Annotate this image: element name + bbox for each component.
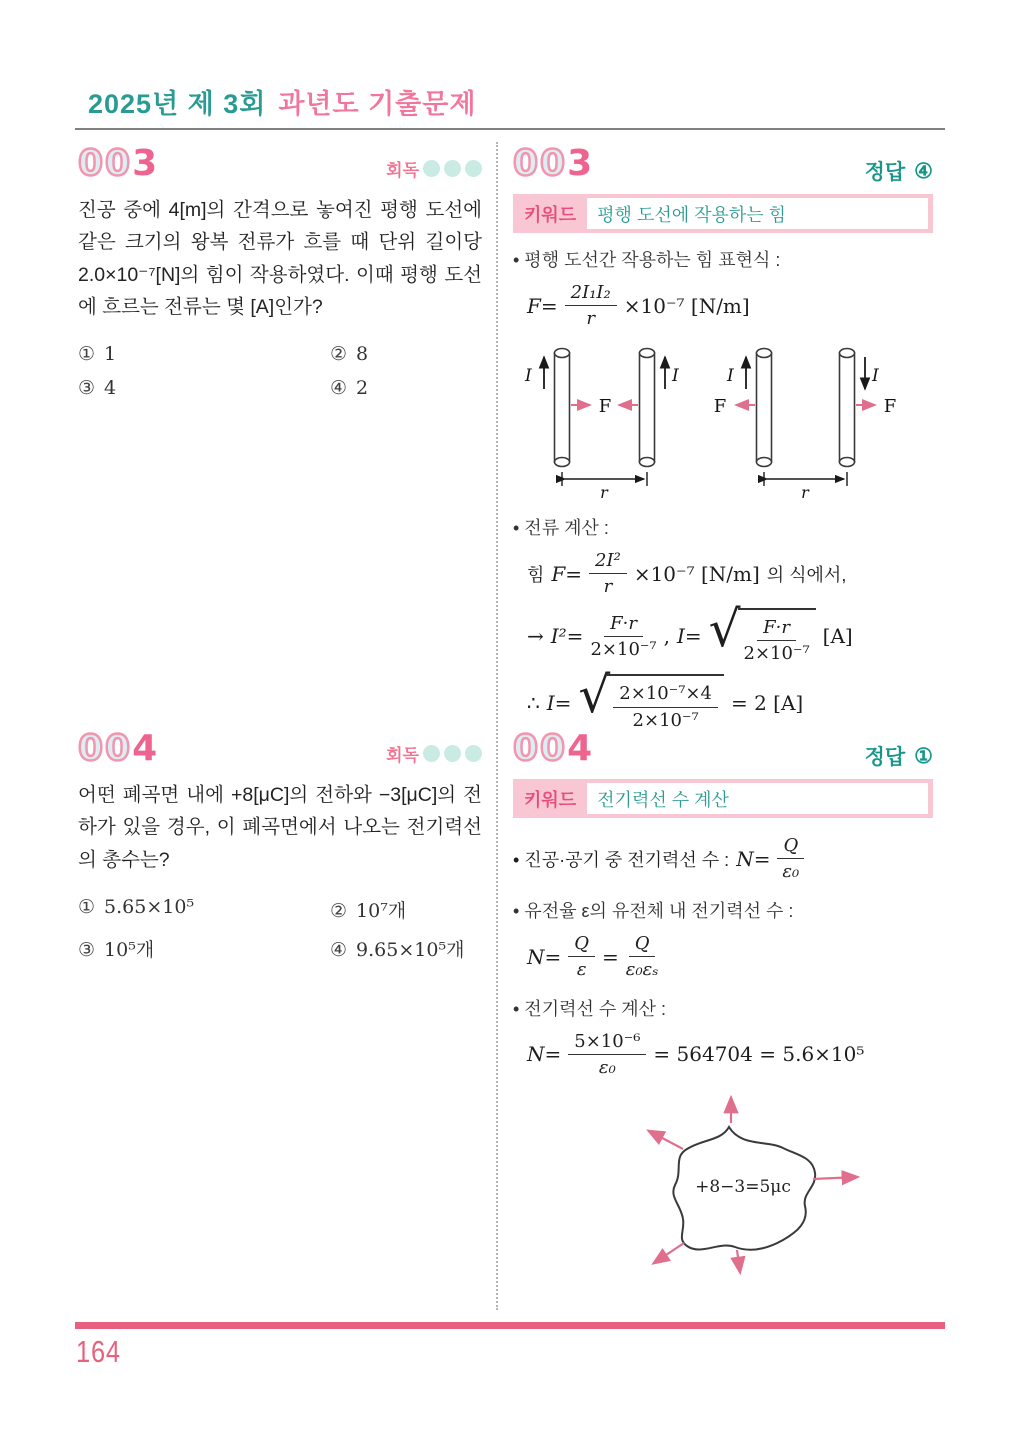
explanation-bullet: • 유전율 ε의 유전체 내 전기력선 수 : bbox=[513, 900, 794, 921]
answer-number-zeros: 00 bbox=[513, 728, 568, 769]
therefore-glyph: ∴ bbox=[527, 691, 540, 716]
square-root: √ $\frac{F\cdot r}{\text{2×10⁻⁷}}$ bbox=[709, 608, 816, 666]
answer-value: ① bbox=[914, 744, 933, 768]
current-label: I bbox=[525, 365, 532, 386]
formula-prefix: 힘 bbox=[527, 564, 545, 585]
answer-003-number bbox=[513, 143, 595, 184]
fraction: $\frac{\text{2I²}}{r}$ bbox=[589, 549, 627, 599]
review-dot bbox=[444, 745, 461, 762]
answer-003 bbox=[513, 143, 933, 736]
question-004-options bbox=[78, 896, 482, 962]
keyword-label: 키워드 bbox=[524, 205, 577, 225]
fraction: $\frac{Q}{\varepsilon}$ bbox=[568, 932, 595, 982]
formula-lhs: I= bbox=[676, 624, 702, 649]
formula-lhs: N= bbox=[527, 1042, 562, 1067]
comma: , bbox=[663, 624, 670, 649]
keyword-text: 평행 도선에 작용하는 힘 bbox=[587, 198, 928, 229]
arrow-glyph: → bbox=[527, 624, 544, 649]
formula-current-result bbox=[527, 666, 933, 732]
formula-lhs: F= bbox=[527, 293, 558, 318]
option-value: 10⁵개 bbox=[104, 939, 155, 962]
option-marker: ④ bbox=[330, 939, 348, 962]
correct-answer-badge bbox=[865, 741, 933, 771]
option-value: 2 bbox=[356, 377, 369, 400]
formula-tail-korean: 의 식에서, bbox=[766, 564, 847, 585]
option-2 bbox=[330, 343, 482, 365]
page-title-session: 2025년 제 3회 bbox=[88, 89, 267, 119]
option-marker: ① bbox=[78, 896, 96, 919]
answer-number-digit: 3 bbox=[567, 143, 595, 184]
question-003-number bbox=[78, 143, 160, 184]
explanation-bullet: • 전기력선 수 계산 : bbox=[513, 998, 667, 1019]
current-label: I bbox=[727, 365, 734, 386]
option-1 bbox=[78, 343, 330, 365]
review-dot bbox=[423, 745, 440, 762]
review-badge bbox=[386, 741, 482, 766]
current-label: I bbox=[672, 365, 679, 386]
answer-label: 정답 bbox=[864, 746, 906, 769]
formula-unit: [A] bbox=[822, 624, 853, 649]
header-divider bbox=[75, 128, 945, 130]
option-3 bbox=[78, 377, 330, 399]
fraction: $\frac{\text{2I₁I₂}}{r}$ bbox=[565, 281, 617, 331]
answer-004 bbox=[513, 728, 933, 1277]
formula-lhs: I²= bbox=[550, 624, 584, 649]
review-badge bbox=[386, 156, 482, 181]
answer-value: ④ bbox=[914, 159, 933, 183]
formula-flux-calculation bbox=[527, 1030, 933, 1080]
equals: = bbox=[602, 944, 619, 969]
formula-flux-dielectric bbox=[527, 932, 933, 982]
answer-004-number bbox=[513, 728, 595, 769]
force-label: F bbox=[713, 395, 727, 417]
question-number-digit: 4 bbox=[132, 728, 160, 769]
net-charge-label: +8−3=5μc bbox=[695, 1177, 791, 1198]
fraction: $\frac{Q}{\text{ε₀}}$ bbox=[777, 834, 804, 884]
question-number-zeros: 00 bbox=[78, 143, 133, 184]
explanation-bullet: • 진공·공기 중 전기력선 수 : bbox=[513, 849, 730, 870]
option-4 bbox=[330, 935, 482, 962]
question-number-zeros: 00 bbox=[78, 728, 133, 769]
option-value: 4 bbox=[104, 377, 117, 400]
option-marker: ② bbox=[330, 900, 348, 923]
question-004-number bbox=[78, 728, 160, 769]
formula-tail: ×10⁻⁷ [N/m] bbox=[623, 293, 750, 318]
question-number-digit: 3 bbox=[132, 143, 160, 184]
formula-lhs: N= bbox=[736, 846, 771, 871]
distance-label: r bbox=[801, 482, 809, 501]
explanation-bullet: • 전류 계산 : bbox=[513, 517, 609, 538]
option-4 bbox=[330, 377, 482, 399]
answer-label: 정답 bbox=[864, 161, 906, 184]
review-label: 회독 bbox=[386, 161, 419, 180]
column-divider bbox=[496, 142, 498, 1310]
review-dot bbox=[444, 160, 461, 177]
formula-force-expression bbox=[527, 281, 933, 331]
closed-surface-diagram bbox=[591, 1089, 891, 1277]
formula-current-2 bbox=[527, 599, 933, 666]
review-dot bbox=[423, 160, 440, 177]
keyword-label: 키워드 bbox=[524, 790, 577, 810]
option-marker: ② bbox=[330, 343, 348, 366]
keyword-strip bbox=[513, 779, 933, 818]
answer-number-digit: 4 bbox=[567, 728, 595, 769]
option-marker: ① bbox=[78, 343, 96, 366]
formula-result: = 564704 = 5.6×10⁵ bbox=[653, 1042, 865, 1067]
formula-tail: ×10⁻⁷ [N/m] bbox=[633, 561, 760, 586]
current-arrows bbox=[544, 357, 865, 389]
current-label: I bbox=[872, 365, 879, 386]
footer-bar bbox=[75, 1322, 945, 1329]
explanation-bullet: • 평행 도선간 작용하는 힘 표현식 : bbox=[513, 250, 781, 270]
correct-answer-badge bbox=[865, 156, 933, 186]
fraction: $\frac{\text{2×10⁻⁷×4}}{\text{2×10⁻⁷}}$ bbox=[613, 682, 718, 732]
review-dot bbox=[465, 160, 482, 177]
page-title-label: 과년도 기출문제 bbox=[278, 89, 477, 119]
option-marker: ③ bbox=[78, 939, 96, 962]
question-004-text: 어떤 폐곡면 내에 +8[μC]의 전하와 −3[μC]의 전하가 있을 경우, 이 폐곡면에서 나오는 전기력선의 총수는? bbox=[78, 784, 482, 871]
fraction: $\frac{\text{5×10⁻⁶}}{\text{ε₀}}$ bbox=[568, 1030, 646, 1080]
question-003-text: 진공 중에 4[m]의 간격으로 놓여진 평행 도선에 같은 크기의 왕복 전류가 흐를 때 단위 길이당 2.0×10⁻⁷[N]의 힘이 작용하였다. 이때 평행 도선에 흐르는 전류는 몇 [A]인가? bbox=[78, 199, 482, 319]
keyword-text: 전기력선 수 계산 bbox=[587, 783, 928, 814]
parallel-wires-diagram bbox=[513, 339, 933, 501]
page-number: 164 bbox=[76, 1334, 121, 1369]
formula-current-1 bbox=[527, 549, 933, 599]
review-dot bbox=[465, 745, 482, 762]
option-value: 5.65×10⁵ bbox=[104, 896, 195, 919]
review-label: 회독 bbox=[386, 746, 419, 765]
question-003 bbox=[78, 143, 482, 400]
option-3 bbox=[78, 935, 330, 962]
formula-lhs: N= bbox=[527, 944, 562, 969]
option-value: 9.65×10⁵개 bbox=[356, 939, 465, 962]
option-marker: ④ bbox=[330, 377, 348, 400]
force-label: F bbox=[598, 395, 612, 417]
formula-result: = 2 [A] bbox=[730, 691, 804, 716]
fraction: $\frac{F\cdot r}{\text{2×10⁻⁷}}$ bbox=[590, 612, 657, 660]
page-title bbox=[88, 82, 476, 121]
keyword-strip bbox=[513, 194, 933, 233]
option-value: 8 bbox=[356, 343, 369, 366]
answer-number-zeros: 00 bbox=[513, 143, 568, 184]
question-003-options bbox=[78, 343, 482, 399]
distance-label: r bbox=[600, 482, 608, 501]
question-004 bbox=[78, 728, 482, 962]
fraction: $\frac{F\cdot r}{\text{2×10⁻⁷}}$ bbox=[743, 616, 810, 664]
option-marker: ③ bbox=[78, 377, 96, 400]
square-root: √ $\frac{\text{2×10⁻⁷×4}}{\text{2×10⁻⁷}}$ bbox=[578, 674, 724, 732]
formula-lhs: I= bbox=[546, 691, 572, 716]
option-1 bbox=[78, 896, 330, 923]
option-2 bbox=[330, 896, 482, 923]
force-label: F bbox=[883, 395, 897, 417]
formula-lhs: F= bbox=[551, 561, 583, 586]
formula-flux-vacuum bbox=[513, 834, 933, 884]
option-value: 1 bbox=[104, 343, 117, 366]
fraction: $\frac{Q}{\text{ε₀εₛ}}$ bbox=[625, 932, 659, 981]
option-value: 10⁷개 bbox=[356, 900, 407, 923]
